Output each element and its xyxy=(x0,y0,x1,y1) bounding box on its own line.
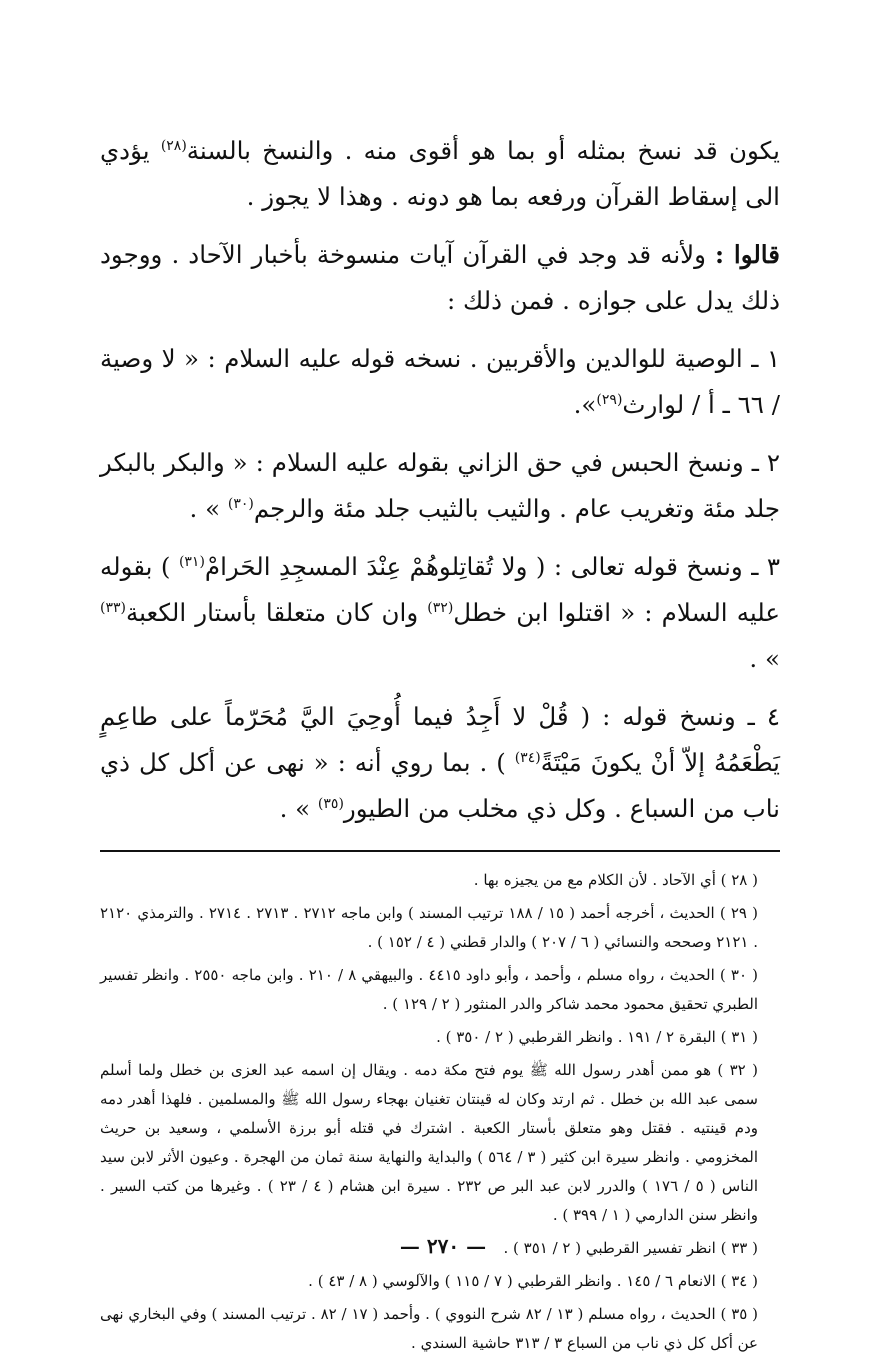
footnote-35: ( ٣٥ ) الحديث ، رواه مسلم ( ١٣ / ٨٢ شرح النووي ) . وأحمد ( ١٧ / ٨٢ . ترتيب المسند ) وفي البخاري نهى عن أكل كل ذي ناب من السباع ٣ / ٣١٣ حاشية السندي . xyxy=(100,1305,759,1352)
footnote-ref[interactable]: (٣٠) xyxy=(227,495,254,512)
footnote-31: ( ٣١ ) البقرة ٢ / ١٩١ . وانظر القرطبي ( ٢ / ٣٥٠ ) . xyxy=(436,1028,758,1046)
footnote-29: ( ٢٩ ) الحديث ، أخرجه أحمد ( ١٥ / ١٨٨ ترتيب المسند ) وابن ماجه ٢٧١٢ . ٢٧١٣ . ٢٧١٤ . والترمذي ٢١٢٠ . ٢١٢١ وصححه والنسائي ( ٦ / ٢٠٧ ) والدار قطني ( ٤ / ١٥٢ ) . xyxy=(100,904,758,951)
paragraph-lead: قالوا : xyxy=(715,240,780,269)
page-number: — ٢٧٠ — xyxy=(399,1234,487,1258)
footnote-30: ( ٣٠ ) الحديث ، رواه مسلم ، وأحمد ، وأبو داود ٤٤١٥ . والبيهقي ٨ / ٢١٠ . وابن ماجه ٢٥٥٠ . وانظر تفسير الطبري تحقيق محمود محمد شاكر والدر المنثور ( ٢ / ١٢٩ ) . xyxy=(100,966,758,1013)
paragraph-3: ١ ـ الوصية للوالدين والأقربين . نسخه قوله عليه السلام : « لا وصية / ٦٦ ـ أ / لوارث$^{(٢٩)}$». xyxy=(100,344,780,419)
footnote-ref[interactable]: (٢٩) xyxy=(596,391,623,408)
footnote-33: ( ٣٣ ) انظر تفسير القرطبي ( ٢ / ٣٥١ ) . xyxy=(503,1239,758,1257)
footnote-34: ( ٣٤ ) الانعام ٦ / ١٤٥ . وانظر القرطبي ( ٧ / ١١٥ ) والآلوسي ( ٨ / ٤٣ ) . xyxy=(308,1272,758,1290)
footnote-divider-wrap xyxy=(100,850,780,866)
footnote-32: ( ٣٢ ) هو ممن أهدر رسول الله ﷺ يوم فتح مكة دمه . ويقال إن اسمه عبد العزى بن خطل ولما أسلم سمى عبد الله بن خطل . ثم ارتد وكان له قينتان تغنيان بهجاء رسول الله ﷺ والمسلمين . فلهذا أهدر دمه ودم قينتيه . فقتل وهو متعلق بأستار الكعبة . اشترك في قتله أبو برزة الأسلمي ، وسعيد بن حريث المخزومي . وانظر سيرة ابن كثير ( ٣ / ٥٦٤ ) والبداية والنهاية سنة ثمان من الهجرة . وعيون الأثر لابن سيد الناس ( ٥ / ١٧٦ ) والدرر لابن عبد البر ص ٢٣٢ . سيرة ابن هشام ( ٤ / ٢٣ ) . وغيرها من كتب السير . وانظر سنن الدارمي ( ١ / ٣٩٩ ) . xyxy=(100,1061,759,1224)
footnote-ref[interactable]: (٣٥) xyxy=(317,795,344,812)
footnote-ref[interactable]: (٢٨) xyxy=(160,137,187,154)
footnote-ref[interactable]: (٣٣) xyxy=(100,599,126,616)
footnote-ref[interactable]: (٣٢) xyxy=(427,599,454,616)
paragraph-6: ٤ ـ ونسخ قوله : ( قُلْ لا أَجِدُ فيما أُوحِيَ اليَّ مُحَرّماً على طاعِمٍ يَطْعَمُهُ إلاّ أنْ يكونَ مَيْتَةً$^{(٣٤)}$ ) . بما روي أنه : « نهى عن أكل كل ذي ناب من السباع . وكل ذي مخلب من الطيور$^{(٣٥)}$ » . xyxy=(100,702,780,823)
main-text xyxy=(100,128,780,832)
paragraph-5: ٣ ـ ونسخ قوله تعالى : ( ولا تُقاتِلوهُمْ عِنْدَ المسجِدِ الحَرامْ$^{(٣١)}$ ) بقوله عليه السلام : « اقتلوا ابن خطل$^{(٣٢)}$ وان كان متعلقا بأستار الكعبة$^{(٣٣)}$ » . xyxy=(100,552,780,673)
footnotes xyxy=(100,866,780,1358)
footnote-28: ( ٢٨ ) أي الآحاد . لأن الكلام مع من يجيزه بها . xyxy=(473,871,758,889)
footnote-divider xyxy=(100,850,780,852)
footnote-ref[interactable]: (٣١) xyxy=(178,553,205,570)
paragraph-1: يكون قد نسخ بمثله أو بما هو أقوى منه . والنسخ بالسنة$^{(٢٨)}$ يؤدي الى إسقاط القرآن ورفعه بما هو دونه . وهذا لا يجوز . xyxy=(100,136,780,211)
paragraph-4: ٢ ـ ونسخ الحبس في حق الزاني بقوله عليه السلام : « والبكر بالبكر جلد مئة وتغريب عام . والثيب بالثيب جلد مئة والرجم$^{(٣٠)}$ » . xyxy=(100,448,780,523)
paragraph-2: قالوا : ولأنه قد وجد في القرآن آيات منسوخة بأخبار الآحاد . ووجود ذلك يدل على جوازه . فمن ذلك : xyxy=(100,240,780,315)
footnote-ref[interactable]: (٣٤) xyxy=(514,749,541,766)
